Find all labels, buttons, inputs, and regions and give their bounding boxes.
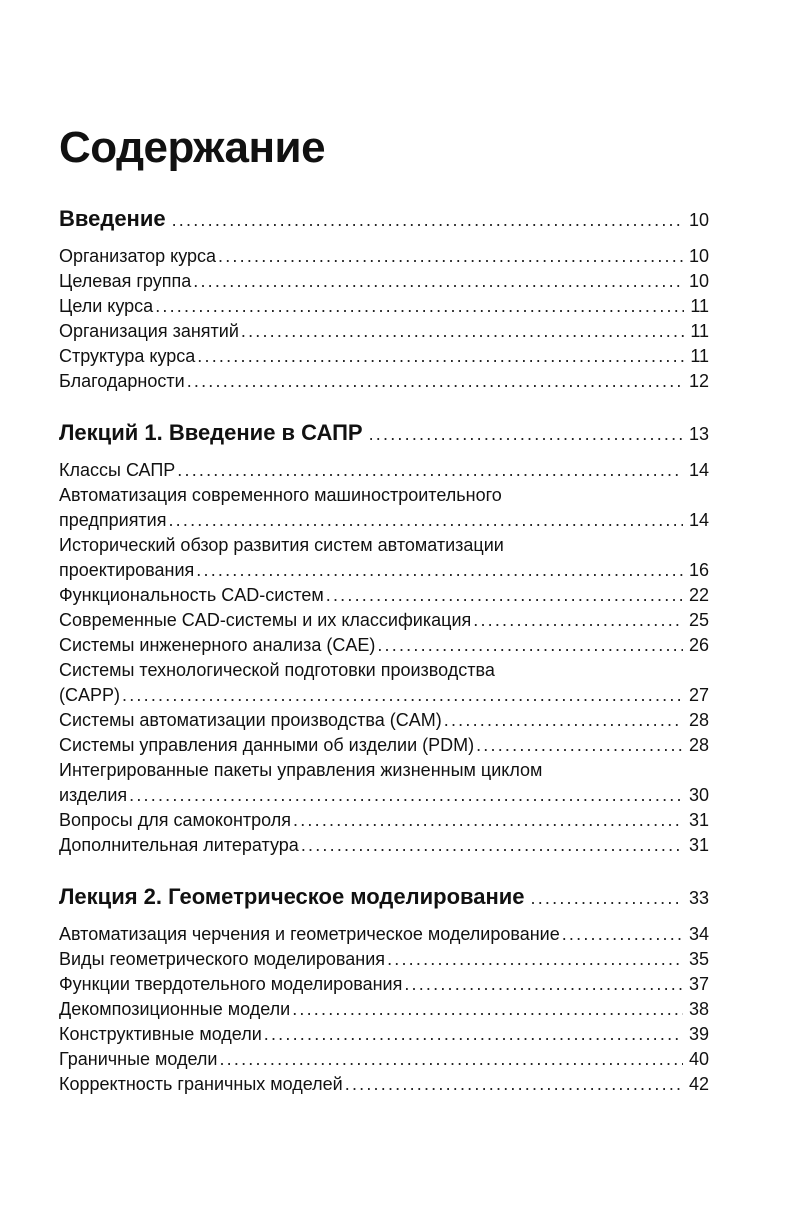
entry-text: Классы САПР [59, 460, 176, 480]
entry-text: Системы автоматизации производства (CAM) [59, 710, 442, 730]
toc-entry [59, 458, 709, 483]
entry-row [59, 508, 709, 533]
section-heading-text: Лекций 1. Введение в САПР [59, 420, 363, 445]
leader-dots [196, 558, 683, 583]
entry-row [59, 922, 709, 947]
entry-row [59, 458, 709, 483]
toc-section [59, 206, 709, 394]
toc-entry [59, 344, 709, 369]
entry-text: Дополнительная литература [59, 835, 299, 855]
entry-page-number: 25 [688, 610, 709, 630]
entry-row [59, 1072, 709, 1097]
entry-text: (CAPP) [59, 685, 121, 705]
leader-dots [264, 1022, 683, 1047]
entry-row [59, 583, 709, 608]
entry-text: Благодарности [59, 371, 185, 391]
entry-page-number: 42 [688, 1074, 709, 1094]
section-heading-text: Лекция 2. Геометрическое моделирование [59, 884, 525, 909]
toc-entry [59, 833, 709, 858]
toc-entry [59, 533, 709, 583]
leader-dots [345, 1072, 683, 1097]
entry-page-number: 31 [688, 810, 709, 830]
entry-row [59, 344, 709, 369]
entry-page-number: 39 [688, 1024, 709, 1044]
leader-dots [531, 888, 683, 909]
entry-text: Конструктивные модели [59, 1024, 262, 1044]
entry-text: проектирования [59, 560, 195, 580]
toc-entry [59, 808, 709, 833]
entry-text: Целевая группа [59, 271, 192, 291]
leader-dots [193, 269, 683, 294]
leader-dots [293, 808, 683, 833]
entry-text: Корректность граничных моделей [59, 1074, 343, 1094]
toc-entry [59, 608, 709, 633]
entry-page-number: 11 [690, 321, 709, 341]
toc-entry [59, 1022, 709, 1047]
entry-row [59, 708, 709, 733]
entry-row [59, 972, 709, 997]
entry-first-line: Системы технологической подготовки производства [59, 660, 495, 680]
toc-entry [59, 583, 709, 608]
entry-row [59, 558, 709, 583]
leader-dots [187, 369, 683, 394]
entry-page-number: 30 [688, 785, 709, 805]
toc-entry [59, 369, 709, 394]
entry-page-number: 28 [688, 710, 709, 730]
entry-text: Функции твердотельного моделирования [59, 974, 403, 994]
entry-row [59, 947, 709, 972]
entry-text: Вопросы для самоконтроля [59, 810, 292, 830]
toc-entry [59, 1047, 709, 1072]
toc-section-heading [59, 884, 709, 918]
entry-text: Декомпозиционные модели [59, 999, 291, 1019]
entry-page-number: 14 [688, 510, 709, 530]
entry-page-number: 34 [688, 924, 709, 944]
entry-page-number: 40 [688, 1049, 709, 1069]
leader-dots [122, 683, 683, 708]
entry-text: предприятия [59, 510, 167, 530]
leader-dots [404, 972, 683, 997]
leader-dots [177, 458, 683, 483]
entry-text: Современные CAD-системы и их классификация [59, 610, 472, 630]
toc-entry [59, 1072, 709, 1097]
entry-first-line: Автоматизация современного машиностроительного [59, 485, 502, 505]
toc-entry [59, 972, 709, 997]
entry-page-number: 31 [688, 835, 709, 855]
entry-row [59, 369, 709, 394]
toc-entry [59, 294, 709, 319]
entry-row [59, 269, 709, 294]
page-title: Содержание [59, 123, 326, 172]
entry-row [59, 733, 709, 758]
toc-entry [59, 658, 709, 708]
leader-dots [292, 997, 683, 1022]
entry-page-number: 10 [688, 271, 709, 291]
entry-row [59, 294, 709, 319]
entry-row [59, 633, 709, 658]
entry-page-number: 12 [688, 371, 709, 391]
entry-text: Виды геометрического моделирования [59, 949, 386, 969]
entry-row [59, 319, 709, 344]
entry-page-number: 38 [688, 999, 709, 1019]
entry-row [59, 608, 709, 633]
entry-page-number: 10 [688, 246, 709, 266]
entry-row [59, 1047, 709, 1072]
entry-text: Организатор курса [59, 246, 217, 266]
entry-row [59, 783, 709, 808]
toc-section-heading [59, 206, 709, 240]
entry-page-number: 14 [688, 460, 709, 480]
leader-dots [387, 947, 683, 972]
section-page-number: 33 [688, 888, 709, 908]
entry-page-number: 35 [688, 949, 709, 969]
leader-dots [218, 244, 683, 269]
leader-dots [241, 319, 684, 344]
entry-first-line: Интегрированные пакеты управления жизненным циклом [59, 760, 543, 780]
entry-text: Структура курса [59, 346, 196, 366]
entry-page-number: 26 [688, 635, 709, 655]
leader-dots [476, 733, 683, 758]
entry-text: Граничные модели [59, 1049, 218, 1069]
entry-row [59, 244, 709, 269]
toc-entry [59, 947, 709, 972]
toc-entry [59, 319, 709, 344]
entry-text: Системы управления данными об изделии (PDM) [59, 735, 475, 755]
table-of-contents [59, 206, 709, 1123]
toc-entry [59, 922, 709, 947]
entry-text: Функциональность CAD-систем [59, 585, 324, 605]
toc-entry [59, 244, 709, 269]
leader-dots [377, 633, 683, 658]
toc-section [59, 420, 709, 858]
entry-page-number: 28 [688, 735, 709, 755]
entry-page-number: 37 [688, 974, 709, 994]
entry-text: изделия [59, 785, 128, 805]
entry-row [59, 833, 709, 858]
leader-dots [172, 210, 683, 231]
toc-entry [59, 483, 709, 533]
toc-entry [59, 997, 709, 1022]
leader-dots [326, 583, 683, 608]
entry-row [59, 683, 709, 708]
leader-dots [444, 708, 683, 733]
leader-dots [155, 294, 684, 319]
toc-section-heading [59, 420, 709, 454]
entry-text: Организация занятий [59, 321, 239, 341]
toc-entry [59, 733, 709, 758]
section-page-number: 10 [688, 210, 709, 230]
leader-dots [219, 1047, 682, 1072]
entry-page-number: 22 [688, 585, 709, 605]
entry-page-number: 11 [690, 296, 709, 316]
leader-dots [473, 608, 683, 633]
entry-row [59, 1022, 709, 1047]
toc-entry [59, 633, 709, 658]
entry-page-number: 11 [690, 346, 709, 366]
section-heading-text: Введение [59, 206, 166, 231]
entry-page-number: 27 [688, 685, 709, 705]
leader-dots [197, 344, 684, 369]
leader-dots [129, 783, 683, 808]
leader-dots [301, 833, 683, 858]
toc-entry [59, 758, 709, 808]
toc-section [59, 884, 709, 1097]
entry-text: Автоматизация черчения и геометрическое моделирование [59, 924, 560, 944]
leader-dots [369, 424, 683, 445]
section-page-number: 13 [688, 424, 709, 444]
toc-entry [59, 269, 709, 294]
leader-dots [562, 922, 683, 947]
leader-dots [168, 508, 682, 533]
entry-row [59, 808, 709, 833]
toc-entry [59, 708, 709, 733]
entry-text: Системы инженерного анализа (CAE) [59, 635, 376, 655]
entry-text: Цели курса [59, 296, 154, 316]
entry-row [59, 997, 709, 1022]
entry-page-number: 16 [688, 560, 709, 580]
entry-first-line: Исторический обзор развития систем автоматизации [59, 535, 504, 555]
